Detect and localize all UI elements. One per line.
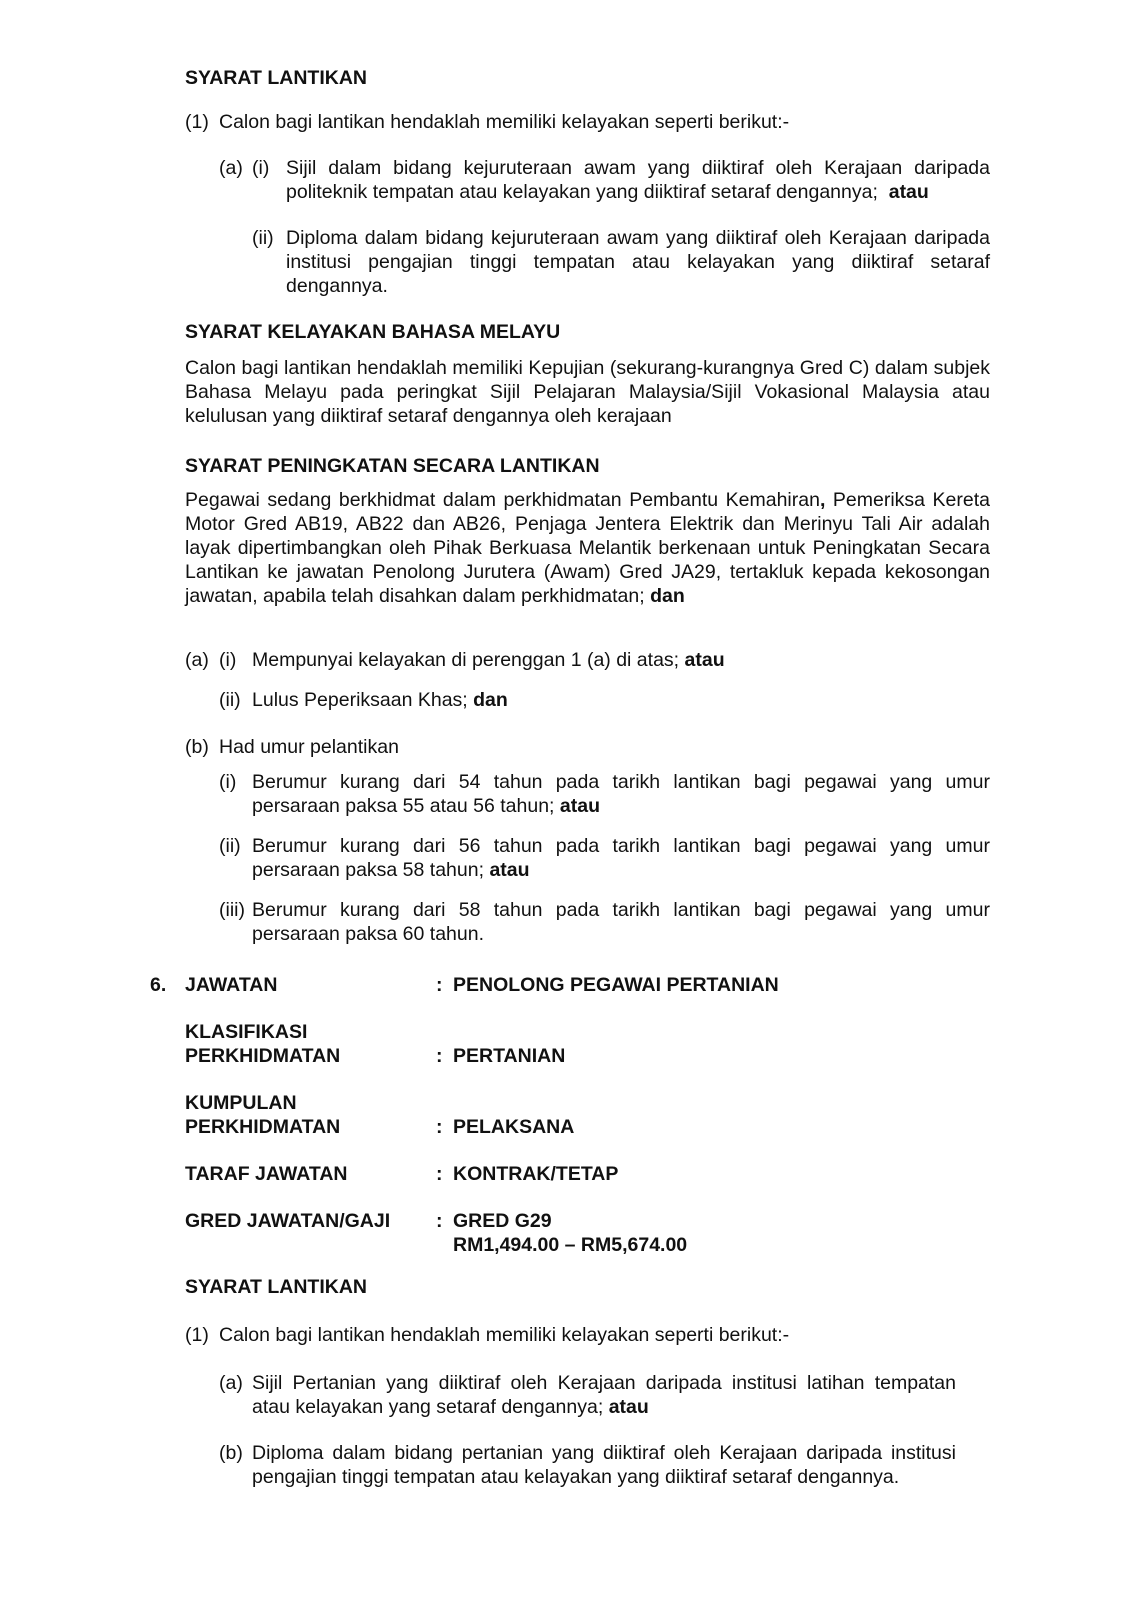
colon: : (436, 1163, 443, 1185)
pb-iii-text: Berumur kurang dari 58 tahun pada tarikh lantikan bagi pegawai yang umur persaraan paksa 60 tahun. (252, 899, 990, 945)
label-jawatan: JAWATAN (185, 974, 278, 996)
item-a-ii-label: (ii) (252, 227, 274, 249)
pb-text: Had umur pelantikan (219, 736, 399, 758)
pa-i-label: (i) (219, 649, 237, 671)
colon: : (436, 1210, 443, 1232)
value-jawatan: PENOLONG PEGAWAI PERTANIAN (453, 974, 779, 996)
conj-dan: dan (650, 585, 685, 607)
heading-syarat-lantikan-1: SYARAT LANTIKAN (185, 67, 368, 89)
bahasa-text: Calon bagi lantikan hendaklah memiliki Kepujian (sekurang-kurangnya Gred C) dalam subjek Bahasa Melayu pada peringkat Sijil Pelajaran Malaysia/Sijil Vokasional Malaysia atau kelulusan yang diiktiraf setaraf dengannya oleh kerajaan (185, 357, 990, 427)
conj-atau: atau (888, 181, 929, 203)
s6-item-a-label: (a) (219, 1372, 243, 1394)
heading-syarat-lantikan-2: SYARAT LANTIKAN (185, 1276, 368, 1298)
heading-bahasa-melayu: SYARAT KELAYAKAN BAHASA MELAYU (185, 321, 561, 343)
label-taraf-jawatan: TARAF JAWATAN (185, 1163, 348, 1185)
section-number: 6. (150, 974, 167, 996)
pa-i-text: Mempunyai kelayakan di perenggan 1 (a) di atas; atau (252, 649, 725, 671)
pb-iii-label: (iii) (219, 899, 245, 921)
colon: : (436, 974, 443, 996)
value-kumpulan: PELAKSANA (453, 1116, 575, 1138)
pb-i-text: Berumur kurang dari 54 tahun pada tarikh lantikan bagi pegawai yang umur persaraan paksa 55 atau 56 tahun; atau (252, 771, 990, 817)
label-perkhidmatan: PERKHIDMATAN (185, 1045, 341, 1067)
pa-label: (a) (185, 649, 209, 671)
label-kumpulan: KUMPULAN (185, 1092, 297, 1114)
label-perkhidmatan: PERKHIDMATAN (185, 1116, 341, 1138)
item-1-label: (1) (185, 111, 209, 133)
item-1-text: Calon bagi lantikan hendaklah memiliki kelayakan seperti berikut:- (219, 111, 790, 133)
s6-item-a-text: Sijil Pertanian yang diiktiraf oleh Kerajaan daripada institusi latihan tempatan atau kelayakan yang setaraf dengannya; atau (252, 1372, 956, 1418)
value-gred: GRED G29 (453, 1210, 552, 1232)
colon: : (436, 1045, 443, 1067)
pb-label: (b) (185, 736, 209, 758)
colon: : (436, 1116, 443, 1138)
item-a-label: (a) (219, 157, 243, 179)
pb-ii-label: (ii) (219, 835, 241, 857)
item-a-i-label: (i) (252, 157, 270, 179)
heading-peningkatan: SYARAT PENINGKATAN SECARA LANTIKAN (185, 455, 600, 477)
s6-item-b-text: Diploma dalam bidang pertanian yang diiktiraf oleh Kerajaan daripada institusi pengajian tinggi tempatan atau kelayakan yang diiktiraf setaraf dengannya. (252, 1442, 956, 1488)
peningkatan-text: Pegawai sedang berkhidmat dalam perkhidmatan Pembantu Kemahiran, Pemeriksa Kereta Motor Gred AB19, AB22 dan AB26, Penjaga Jentera Elektrik dan Merinyu Tali Air adalah layak dipertimbangkan oleh Pihak Berkuasa Melantik berkenaan untuk Peningkatan Secara Lantikan ke jawatan Penolong Jurutera (Awam) Gred JA29, tertakluk kepada kekosongan jawatan, apabila telah disahkan dalam perkhidmatan; dan (185, 489, 991, 607)
pa-ii-label: (ii) (219, 689, 241, 711)
label-klasifikasi: KLASIFIKASI (185, 1021, 308, 1043)
pb-i-label: (i) (219, 771, 237, 793)
value-taraf-jawatan: KONTRAK/TETAP (453, 1163, 619, 1185)
label-gred-jawatan: GRED JAWATAN/GAJI (185, 1210, 391, 1232)
pa-ii-text: Lulus Peperiksaan Khas; dan (252, 689, 508, 711)
s6-item-b-label: (b) (219, 1442, 243, 1464)
value-gaji: RM1,494.00 – RM5,674.00 (453, 1234, 688, 1256)
pb-ii-text: Berumur kurang dari 56 tahun pada tarikh lantikan bagi pegawai yang umur persaraan paksa 58 tahun; atau (252, 835, 990, 881)
item-a-ii-text: Diploma dalam bidang kejuruteraan awam yang diiktiraf oleh Kerajaan daripada institusi pengajian tinggi tempatan atau kelayakan yang diiktiraf setaraf dengannya. (286, 227, 990, 297)
value-klasifikasi: PERTANIAN (453, 1045, 566, 1067)
item-a-i-text: Sijil dalam bidang kejuruteraan awam yang diiktiraf oleh Kerajaan daripada politeknik tempatan atau kelayakan yang diiktiraf setaraf dengannya; atau (286, 157, 990, 203)
s6-item-1-text: Calon bagi lantikan hendaklah memiliki kelayakan seperti berikut:- (219, 1324, 790, 1346)
s6-item-1-label: (1) (185, 1324, 209, 1346)
